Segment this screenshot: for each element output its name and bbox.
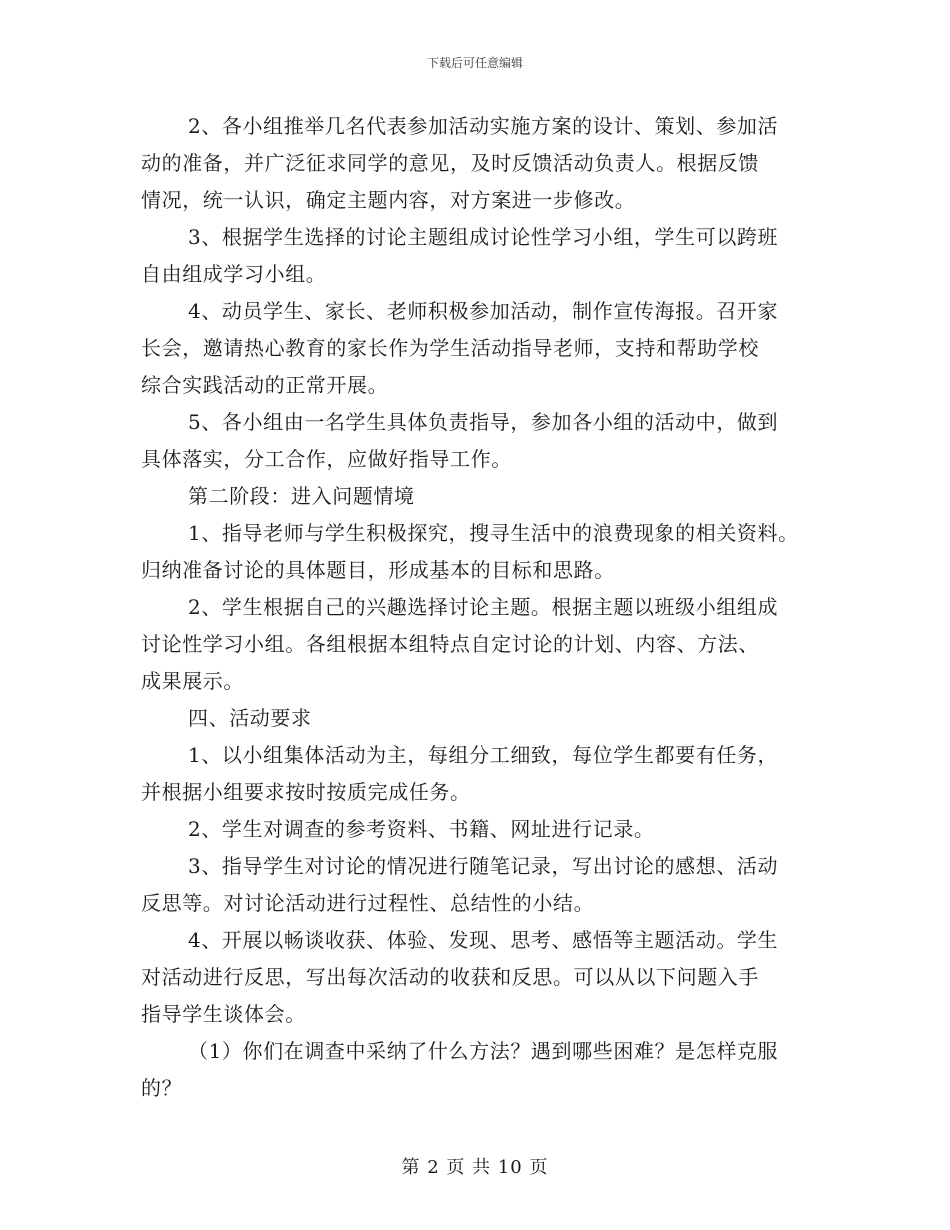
page-header: 下载后可任意编辑 xyxy=(426,56,523,70)
paragraph-line: 并根据小组要求按时按质完成任务。 xyxy=(141,780,471,804)
paragraph-line: 4、动员学生、家长、老师积极参加活动，制作宣传海报。召开家 xyxy=(188,299,779,323)
paragraph-line: 3、指导学生对讨论的情况进行随笔记录，写出讨论的感想、活动 xyxy=(188,854,779,878)
paragraph-line: 情况，统一认识，确定主题内容，对方案进一步修改。 xyxy=(141,188,636,212)
paragraph-line: 归纳准备讨论的具体题目，形成基本的目标和思路。 xyxy=(141,558,615,582)
page-number-footer: 第 2 页 共 10 页 xyxy=(401,1157,549,1178)
paragraph-line: 反思等。对讨论活动进行过程性、总结性的小结。 xyxy=(141,891,595,915)
paragraph-line: 对活动进行反思，写出每次活动的收获和反思。可以从以下问题入手 xyxy=(141,965,759,989)
paragraph-line: 1、以小组集体活动为主，每组分工细致，每位学生都要有任务， xyxy=(188,743,779,767)
paragraph-line: 4、开展以畅谈收获、体验、发现、思考、感悟等主题活动。学生 xyxy=(188,928,779,952)
paragraph-line: 5、各小组由一名学生具体负责指导，参加各小组的活动中，做到 xyxy=(188,410,779,434)
paragraph-line: 的？ xyxy=(141,1076,183,1100)
section-heading: 四、活动要求 xyxy=(188,706,312,730)
paragraph-line: 动的准备，并广泛征求同学的意见，及时反馈活动负责人。根据反馈 xyxy=(141,151,759,175)
paragraph-line: 综合实践活动的正常开展。 xyxy=(141,373,389,397)
paragraph-line: 具体落实，分工合作，应做好指导工作。 xyxy=(141,447,512,471)
paragraph-line: 2、学生根据自己的兴趣选择讨论主题。根据主题以班级小组组成 xyxy=(188,595,779,619)
paragraph-line: 长会，邀请热心教育的家长作为学生活动指导老师，支持和帮助学校 xyxy=(141,336,759,360)
paragraph-line: 3、根据学生选择的讨论主题组成讨论性学习小组，学生可以跨班 xyxy=(188,225,779,249)
section-heading: 第二阶段：进入问题情境 xyxy=(188,484,415,508)
paragraph-line: 自由组成学习小组。 xyxy=(141,262,327,286)
paragraph-line: 成果展示。 xyxy=(141,669,244,693)
paragraph-line: 1、指导老师与学生积极探究，搜寻生活中的浪费现象的相关资料。 xyxy=(188,521,799,545)
paragraph-line: （1）你们在调查中采纳了什么方法？遇到哪些困难？是怎样克服 xyxy=(188,1039,779,1063)
paragraph-line: 2、学生对调查的参考资料、书籍、网址进行记录。 xyxy=(188,817,655,841)
paragraph-line: 指导学生谈体会。 xyxy=(141,1002,306,1026)
paragraph-line: 2、各小组推举几名代表参加活动实施方案的设计、策划、参加活 xyxy=(188,114,779,138)
paragraph-line: 讨论性学习小组。各组根据本组特点自定讨论的计划、内容、方法、 xyxy=(141,632,759,656)
